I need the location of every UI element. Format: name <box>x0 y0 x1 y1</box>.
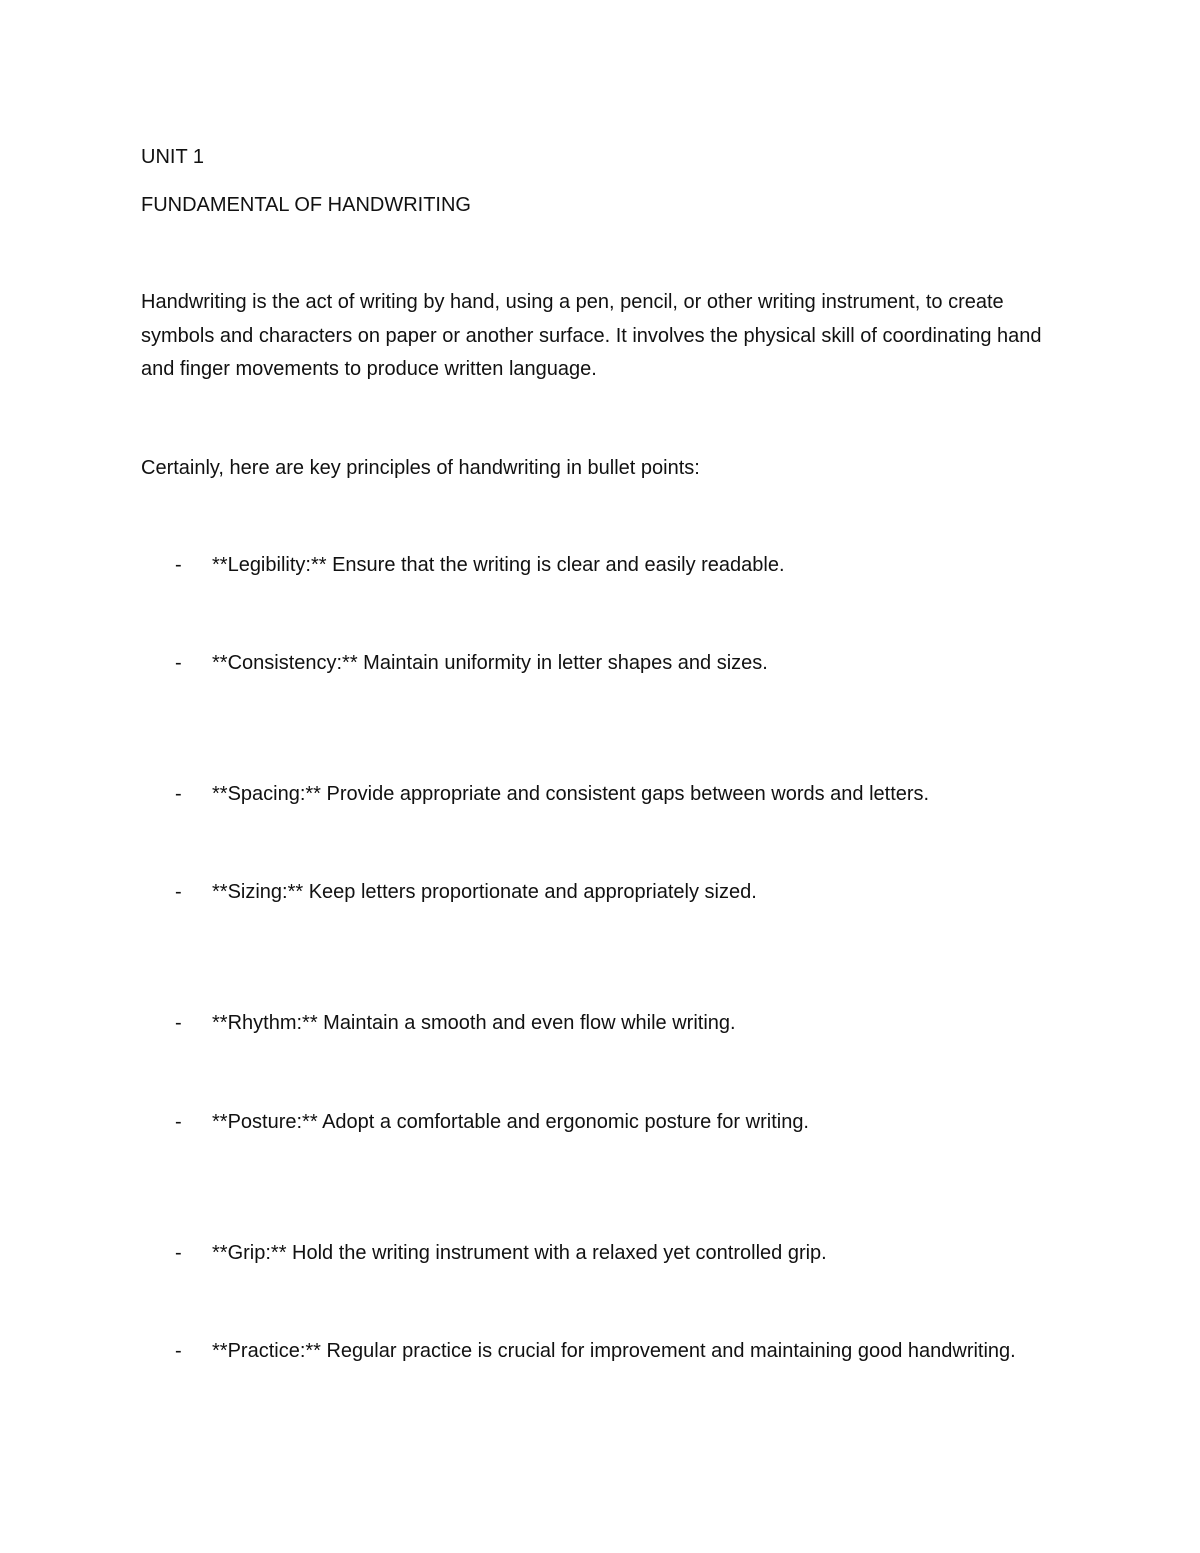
unit-label: UNIT 1 <box>141 146 204 168</box>
bullet-marker: - <box>175 881 182 903</box>
bullet-text: **Sizing:** Keep letters proportionate and appropriately sized. <box>212 881 757 903</box>
bullet-marker: - <box>175 1242 182 1264</box>
bullet-text: **Consistency:** Maintain uniformity in letter shapes and sizes. <box>212 652 768 674</box>
bullet-text: **Spacing:** Provide appropriate and consistent gaps between words and letters. <box>212 783 930 805</box>
bullet-text: **Legibility:** Ensure that the writing is clear and easily readable. <box>212 554 785 576</box>
intro-paragraph: Handwriting is the act of writing by hand, using a pen, pencil, or other writing instrument, to create symbols and characters on paper or another surface. It involves the physical skill of coordinating hand and finger movements to produce written language. <box>141 291 1042 380</box>
bullet-marker: - <box>175 652 182 674</box>
bullet-text: **Posture:** Adopt a comfortable and ergonomic posture for writing. <box>212 1111 809 1133</box>
bullet-text: **Rhythm:** Maintain a smooth and even flow while writing. <box>212 1012 736 1034</box>
bullet-text: **Grip:** Hold the writing instrument with a relaxed yet controlled grip. <box>212 1242 827 1264</box>
bullet-marker: - <box>175 783 182 805</box>
document-title: FUNDAMENTAL OF HANDWRITING <box>141 194 471 216</box>
bullet-marker: - <box>175 1111 182 1133</box>
bullet-marker: - <box>175 554 182 576</box>
bullet-marker: - <box>175 1012 182 1034</box>
bullet-text: **Practice:** Regular practice is crucial for improvement and maintaining good handwriting. <box>212 1340 1016 1362</box>
lead-sentence: Certainly, here are key principles of handwriting in bullet points: <box>141 457 700 479</box>
bullet-marker: - <box>175 1340 182 1362</box>
